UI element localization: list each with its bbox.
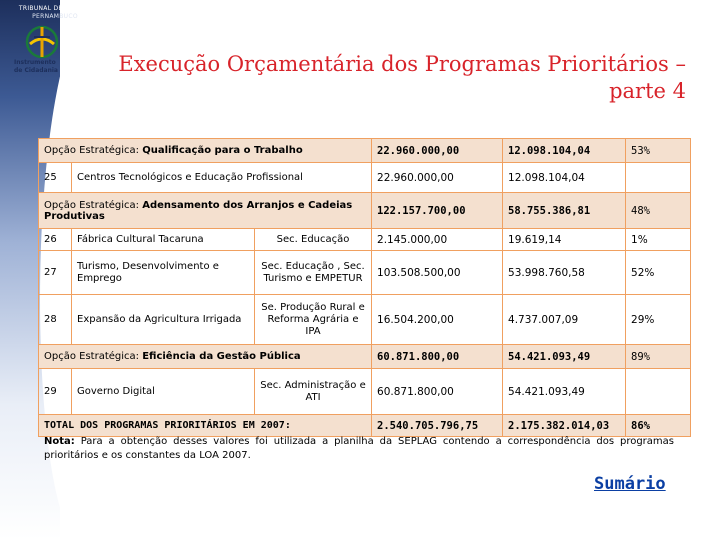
- logo-caption-line1: Instrumento: [14, 59, 56, 66]
- budgeted-value: 60.871.800,00: [372, 345, 503, 369]
- budgeted-value: 103.508.500,00: [372, 251, 503, 295]
- execution-percent: [626, 163, 691, 193]
- strategic-option-row: [39, 345, 691, 369]
- execution-percent: 52%: [626, 251, 691, 295]
- budgeted-value: 22.960.000,00: [372, 163, 503, 193]
- total-label: TOTAL DOS PROGRAMAS PRIORITÁRIOS EM 2007:: [39, 415, 372, 437]
- strategic-option-row: [39, 193, 691, 229]
- execution-percent: 89%: [626, 345, 691, 369]
- executed-value: 12.098.104,04: [503, 163, 626, 193]
- program-number: 29: [39, 369, 72, 415]
- budgeted-value: 60.871.800,00: [372, 369, 503, 415]
- executed-value: 53.998.760,58: [503, 251, 626, 295]
- program-name: Turismo, Desenvolvimento e Emprego: [72, 251, 255, 295]
- strategic-option-cell: [39, 193, 372, 229]
- org-name-line1: TRIBUNAL DE CONTAS: [18, 5, 92, 12]
- tce-emblem-icon: [24, 24, 60, 60]
- executed-value: 58.755.386,81: [503, 193, 626, 229]
- executed-value: 54.421.093,49: [503, 345, 626, 369]
- budgeted-value: 122.157.700,00: [372, 193, 503, 229]
- strategic-option-name: Qualificação para o Trabalho: [142, 145, 303, 156]
- strategic-option-prefix: Opção Estratégica:: [44, 199, 143, 211]
- program-name: Governo Digital: [72, 369, 255, 415]
- footnote-label: Nota:: [44, 436, 75, 447]
- execution-percent: 53%: [626, 139, 691, 163]
- total-budgeted-value: 2.540.705.796,75: [372, 415, 503, 437]
- strategic-option-prefix: Opção Estratégica:: [44, 145, 143, 156]
- program-number: 25: [39, 163, 72, 193]
- strategic-option-prefix: Opção Estratégica:: [44, 351, 143, 362]
- program-row: [39, 229, 691, 251]
- program-name: Fábrica Cultural Tacaruna: [72, 229, 255, 251]
- org-name: [4, 5, 106, 21]
- execution-percent: 29%: [626, 295, 691, 345]
- responsible-agency: Sec. Administração e ATI: [255, 369, 372, 415]
- program-row: [39, 369, 691, 415]
- executed-value: 12.098.104,04: [503, 139, 626, 163]
- page-title: Execução Orçamentária dos Programas Prioritários – parte 4: [118, 52, 686, 103]
- total-row: [39, 415, 691, 437]
- program-name: Expansão da Agricultura Irrigada: [72, 295, 255, 345]
- strategic-option-name: Adensamento dos Arranjos e Cadeias Produtivas: [44, 199, 353, 222]
- strategic-option-name: Eficiência da Gestão Pública: [142, 351, 301, 362]
- program-row: [39, 251, 691, 295]
- budgeted-value: 22.960.000,00: [372, 139, 503, 163]
- execution-percent: 48%: [626, 193, 691, 229]
- execution-percent: [626, 369, 691, 415]
- budgeted-value: 16.504.200,00: [372, 295, 503, 345]
- responsible-agency: Sec. Educação: [255, 229, 372, 251]
- executed-value: 54.421.093,49: [503, 369, 626, 415]
- strategic-option-cell: [39, 345, 372, 369]
- program-number: 27: [39, 251, 72, 295]
- executed-value: 4.737.007,09: [503, 295, 626, 345]
- org-name-line2: PERNAMBUCO: [32, 13, 78, 20]
- strategic-option-cell: [39, 139, 372, 163]
- executed-value: 19.619,14: [503, 229, 626, 251]
- budget-table-body: [39, 139, 691, 437]
- program-row: [39, 295, 691, 345]
- execution-percent: 1%: [626, 229, 691, 251]
- program-number: 26: [39, 229, 72, 251]
- budgeted-value: 2.145.000,00: [372, 229, 503, 251]
- program-number: 28: [39, 295, 72, 345]
- budget-table: [38, 138, 691, 437]
- responsible-agency: Se. Produção Rural e Reforma Agrária e IPA: [255, 295, 372, 345]
- total-execution-percent: 86%: [626, 415, 691, 437]
- responsible-agency: Sec. Educação , Sec. Turismo e EMPETUR: [255, 251, 372, 295]
- strategic-option-row: [39, 139, 691, 163]
- sumario-link[interactable]: Sumário: [594, 474, 666, 494]
- program-row: [39, 163, 691, 193]
- footnote-text: Para a obtenção desses valores foi utilizada a planilha da SEPLAG contendo a correspondência dos programas prioritários e os constantes da LOA 2007.: [44, 436, 674, 461]
- program-name: Centros Tecnológicos e Educação Profissional: [72, 163, 372, 193]
- logo-caption-line2: de Cidadania: [14, 67, 58, 74]
- total-executed-value: 2.175.382.014,03: [503, 415, 626, 437]
- footnote: [44, 435, 674, 463]
